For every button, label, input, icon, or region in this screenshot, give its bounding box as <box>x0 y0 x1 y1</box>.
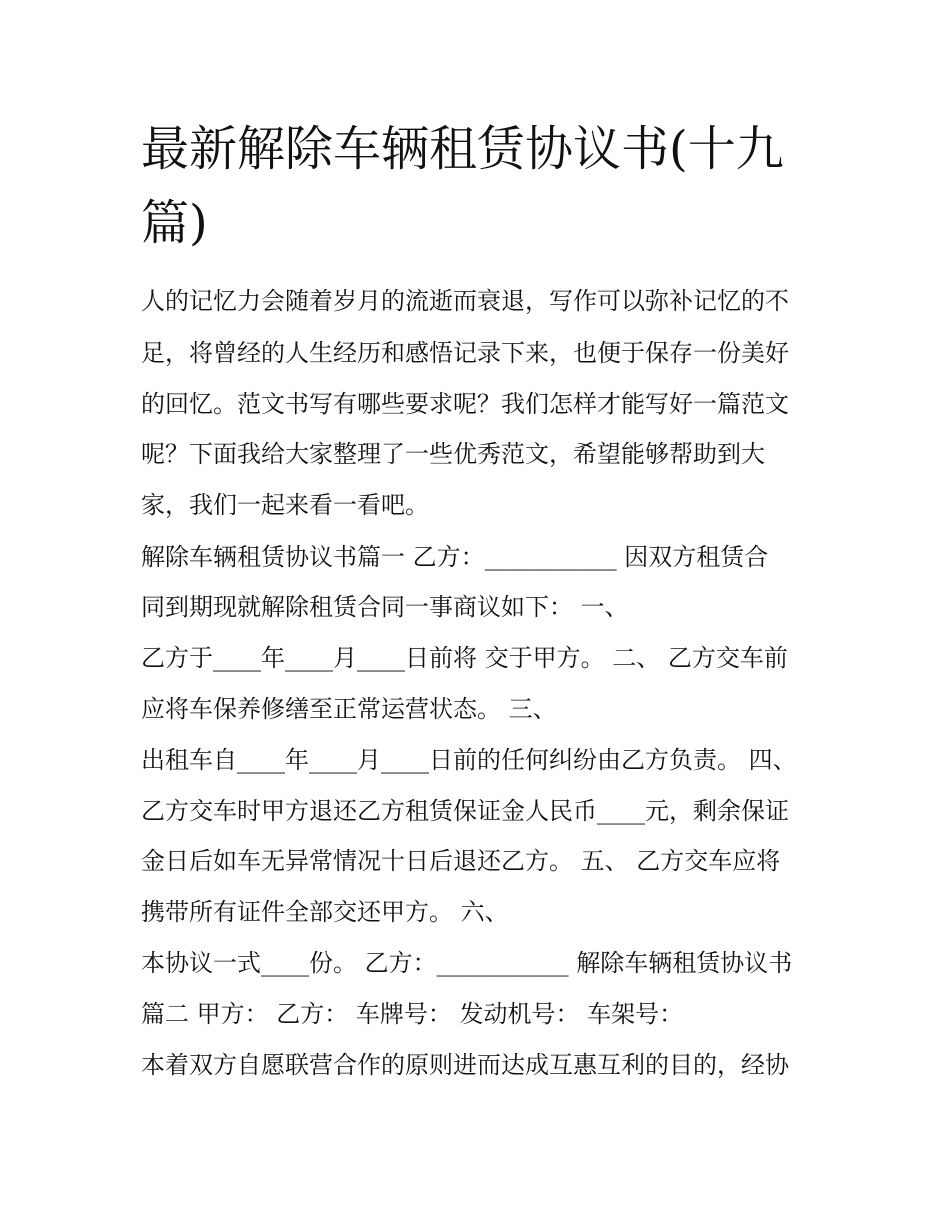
text-line: 本协议一式____份。 乙方：___________ 解除车辆租赁协议书 <box>141 949 793 977</box>
text-line: 呢？下面我给大家整理了一些优秀范文，希望能够帮助到大 <box>141 440 765 468</box>
text-line: 足，将曾经的人生经历和感悟记录下来，也便于保存一份美好 <box>141 339 789 367</box>
text-line: 的回忆。范文书写有哪些要求呢？我们怎样才能写好一篇范文 <box>141 390 789 418</box>
text-line: 同到期现就解除租赁合同一事商议如下： 一、 <box>141 593 629 621</box>
text-line: 篇二 甲方： 乙方： 车牌号： 发动机号： 车架号： <box>141 1000 684 1028</box>
text-line: 本着双方自愿联营合作的原则进而达成互惠互利的目的，经协 <box>141 1051 789 1079</box>
text-line: 金日后如车无异常情况十日后退还乙方。 五、 乙方交车应将 <box>141 847 781 875</box>
text-line: 应将车保养修缮至正常运营状态。 三、 <box>141 695 557 723</box>
text-line: 解除车辆租赁协议书篇一 乙方：___________ 因双方租赁合 <box>141 543 769 571</box>
text-line: 人的记忆力会随着岁月的流逝而衰退，写作可以弥补记忆的不 <box>141 287 789 315</box>
document-title: 最新解除车辆租赁协议书(十九篇) <box>141 121 784 251</box>
text-line: 乙方于____年____月____日前将 交于甲方。 二、 乙方交车前 <box>141 644 788 672</box>
text-line: 家，我们一起来看一看吧。 <box>141 491 429 519</box>
text-line: 携带所有证件全部交还甲方。 六、 <box>141 898 509 926</box>
text-line: 出租车自____年____月____日前的任何纠纷由乙方负责。 四、 <box>141 746 797 774</box>
text-line: 乙方交车时甲方退还乙方租赁保证金人民币____元，剩余保证 <box>141 797 789 825</box>
